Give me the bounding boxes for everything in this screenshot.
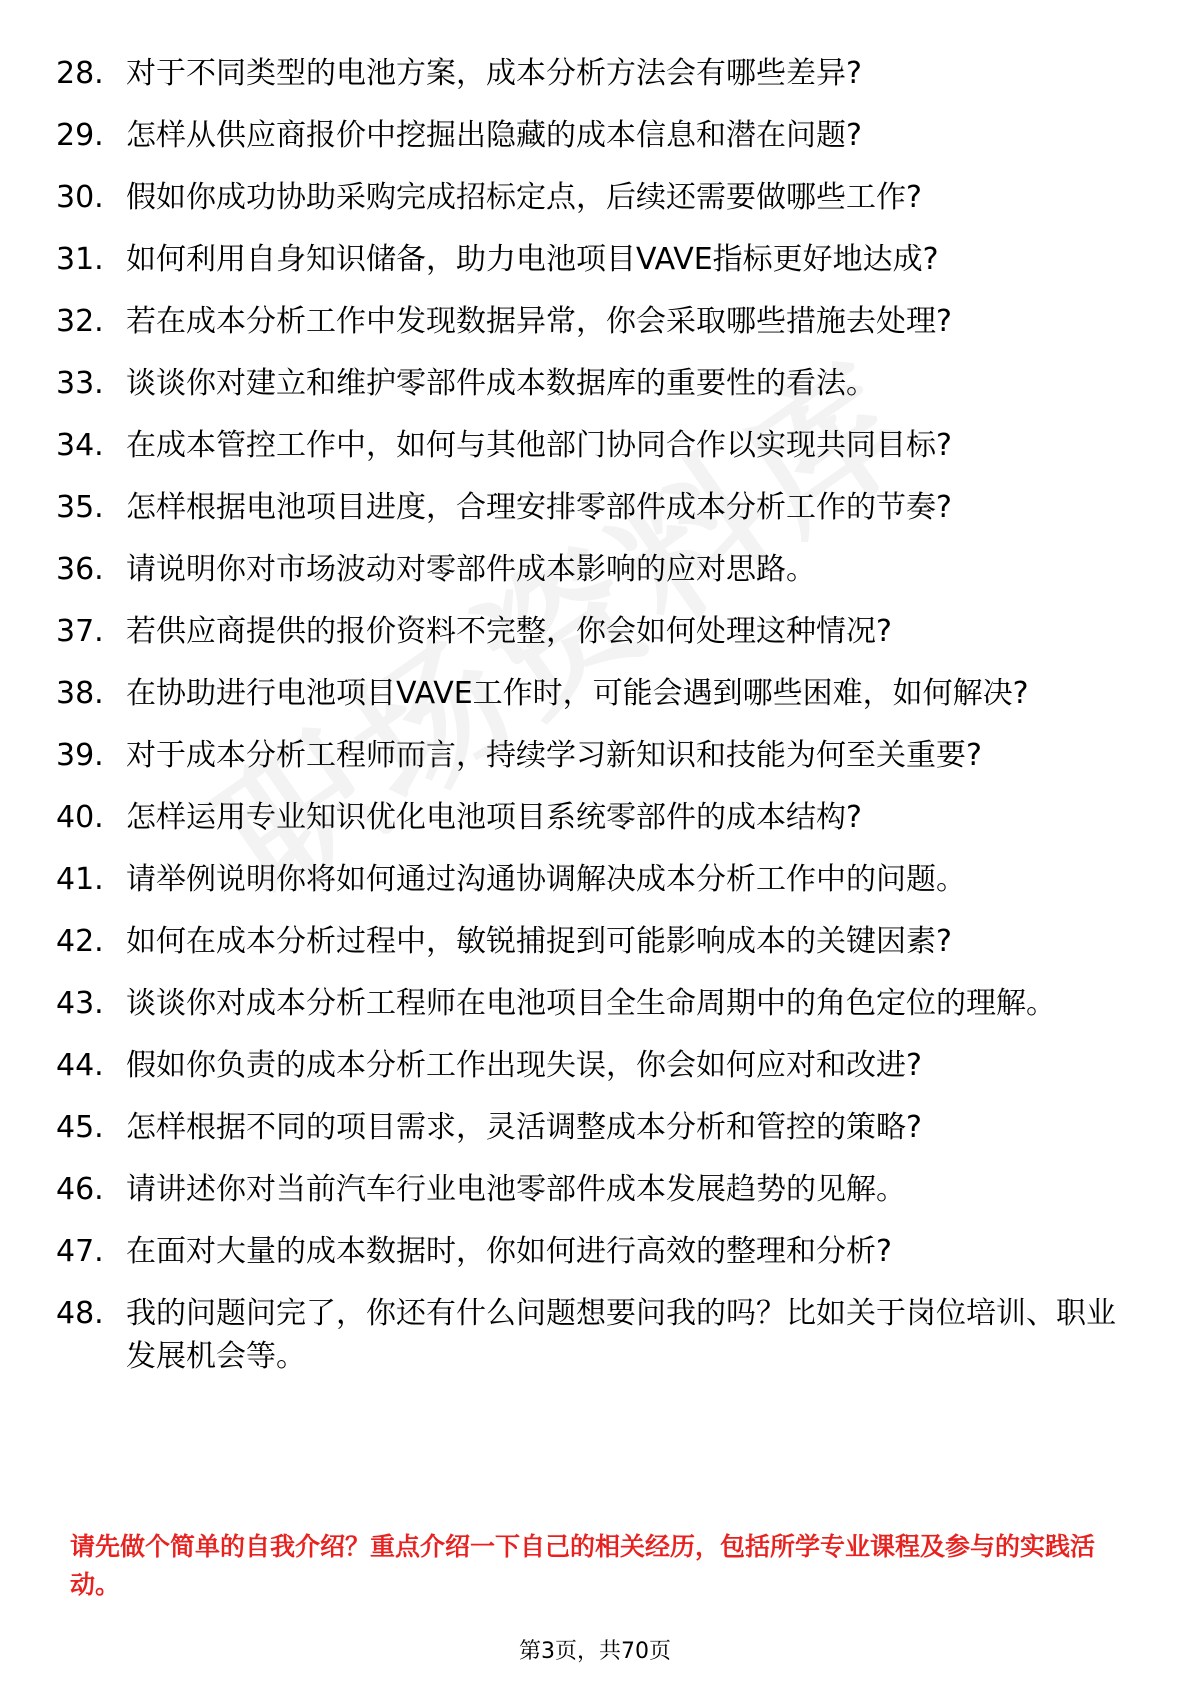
page-footer: 第3页，共70页 <box>519 1639 671 1664</box>
question-number: 39. <box>56 738 104 773</box>
list-item <box>56 176 1136 219</box>
list-item <box>56 1230 1136 1273</box>
question-text: 谈谈你对建立和维护零部件成本数据库的重要性的看法。 <box>126 366 876 401</box>
notice-text: 请先做个简单的自我介绍？重点介绍一下自己的相关经历，包括所学专业课程及参与的实践活动。 <box>70 1532 1096 1599</box>
question-text: 怎样运用专业知识优化电池项目系统零部件的成本结构? <box>126 800 862 835</box>
list-item <box>56 1106 1136 1149</box>
question-text: 我的问题问完了，你还有什么问题想要问我的吗？比如关于岗位培训、职业发展机会等。 <box>126 1296 1116 1374</box>
question-text: 在成本管控工作中，如何与其他部门协同合作以实现共同目标? <box>126 428 952 463</box>
question-number: 34. <box>56 428 104 463</box>
question-number: 31. <box>56 242 104 277</box>
question-number: 44. <box>56 1048 104 1083</box>
question-text: 在面对大量的成本数据时，你如何进行高效的整理和分析? <box>126 1234 892 1269</box>
question-text: 对于成本分析工程师而言，持续学习新知识和技能为何至关重要? <box>126 738 982 773</box>
question-text: 怎样从供应商报价中挖掘出隐藏的成本信息和潜在问题? <box>126 118 862 153</box>
question-number: 30. <box>56 180 104 215</box>
question-number: 33. <box>56 366 104 401</box>
question-number: 29. <box>56 118 104 153</box>
list-item <box>56 982 1136 1025</box>
question-number: 35. <box>56 490 104 525</box>
question-number: 36. <box>56 552 104 587</box>
question-list <box>56 52 1136 1397</box>
question-text: 假如你成功协助采购完成招标定点，后续还需要做哪些工作? <box>126 180 922 215</box>
question-text: 请讲述你对当前汽车行业电池零部件成本发展趋势的见解。 <box>126 1172 906 1207</box>
list-item <box>56 52 1136 95</box>
question-number: 32. <box>56 304 104 339</box>
question-number: 42. <box>56 924 104 959</box>
question-number: 46. <box>56 1172 104 1207</box>
list-item <box>56 1168 1136 1211</box>
list-item <box>56 920 1136 963</box>
question-text: 谈谈你对成本分析工程师在电池项目全生命周期中的角色定位的理解。 <box>126 986 1056 1021</box>
list-item <box>56 238 1136 281</box>
question-text: 如何在成本分析过程中，敏锐捕捉到可能影响成本的关键因素? <box>126 924 952 959</box>
question-text: 请说明你对市场波动对零部件成本影响的应对思路。 <box>126 552 816 587</box>
list-item <box>56 1044 1136 1087</box>
question-text: 若在成本分析工作中发现数据异常，你会采取哪些措施去处理? <box>126 304 952 339</box>
question-text: 请举例说明你将如何通过沟通协调解决成本分析工作中的问题。 <box>126 862 966 897</box>
list-item <box>56 858 1136 901</box>
question-text: 假如你负责的成本分析工作出现失误，你会如何应对和改进? <box>126 1048 922 1083</box>
list-item <box>56 548 1136 591</box>
list-item <box>56 362 1136 405</box>
question-text: 在协助进行电池项目VAVE工作时，可能会遇到哪些困难，如何解决? <box>126 676 1029 711</box>
question-text: 怎样根据电池项目进度，合理安排零部件成本分析工作的节奏? <box>126 490 952 525</box>
question-text: 对于不同类型的电池方案，成本分析方法会有哪些差异? <box>126 56 862 91</box>
question-number: 43. <box>56 986 104 1021</box>
question-text: 如何利用自身知识储备，助力电池项目VAVE指标更好地达成? <box>126 242 939 277</box>
list-item <box>56 114 1136 157</box>
list-item <box>56 486 1136 529</box>
question-text: 怎样根据不同的项目需求，灵活调整成本分析和管控的策略? <box>126 1110 922 1145</box>
question-number: 47. <box>56 1234 104 1269</box>
list-item <box>56 610 1136 653</box>
list-item <box>56 734 1136 777</box>
question-number: 40. <box>56 800 104 835</box>
question-number: 37. <box>56 614 104 649</box>
list-item <box>56 672 1136 715</box>
list-item <box>56 1292 1136 1378</box>
question-number: 38. <box>56 676 104 711</box>
list-item <box>56 796 1136 839</box>
list-item <box>56 300 1136 343</box>
question-number: 28. <box>56 56 104 91</box>
question-number: 48. <box>56 1296 104 1331</box>
list-item <box>56 424 1136 467</box>
question-text: 若供应商提供的报价资料不完整，你会如何处理这种情况? <box>126 614 892 649</box>
question-number: 45. <box>56 1110 104 1145</box>
question-number: 41. <box>56 862 104 897</box>
